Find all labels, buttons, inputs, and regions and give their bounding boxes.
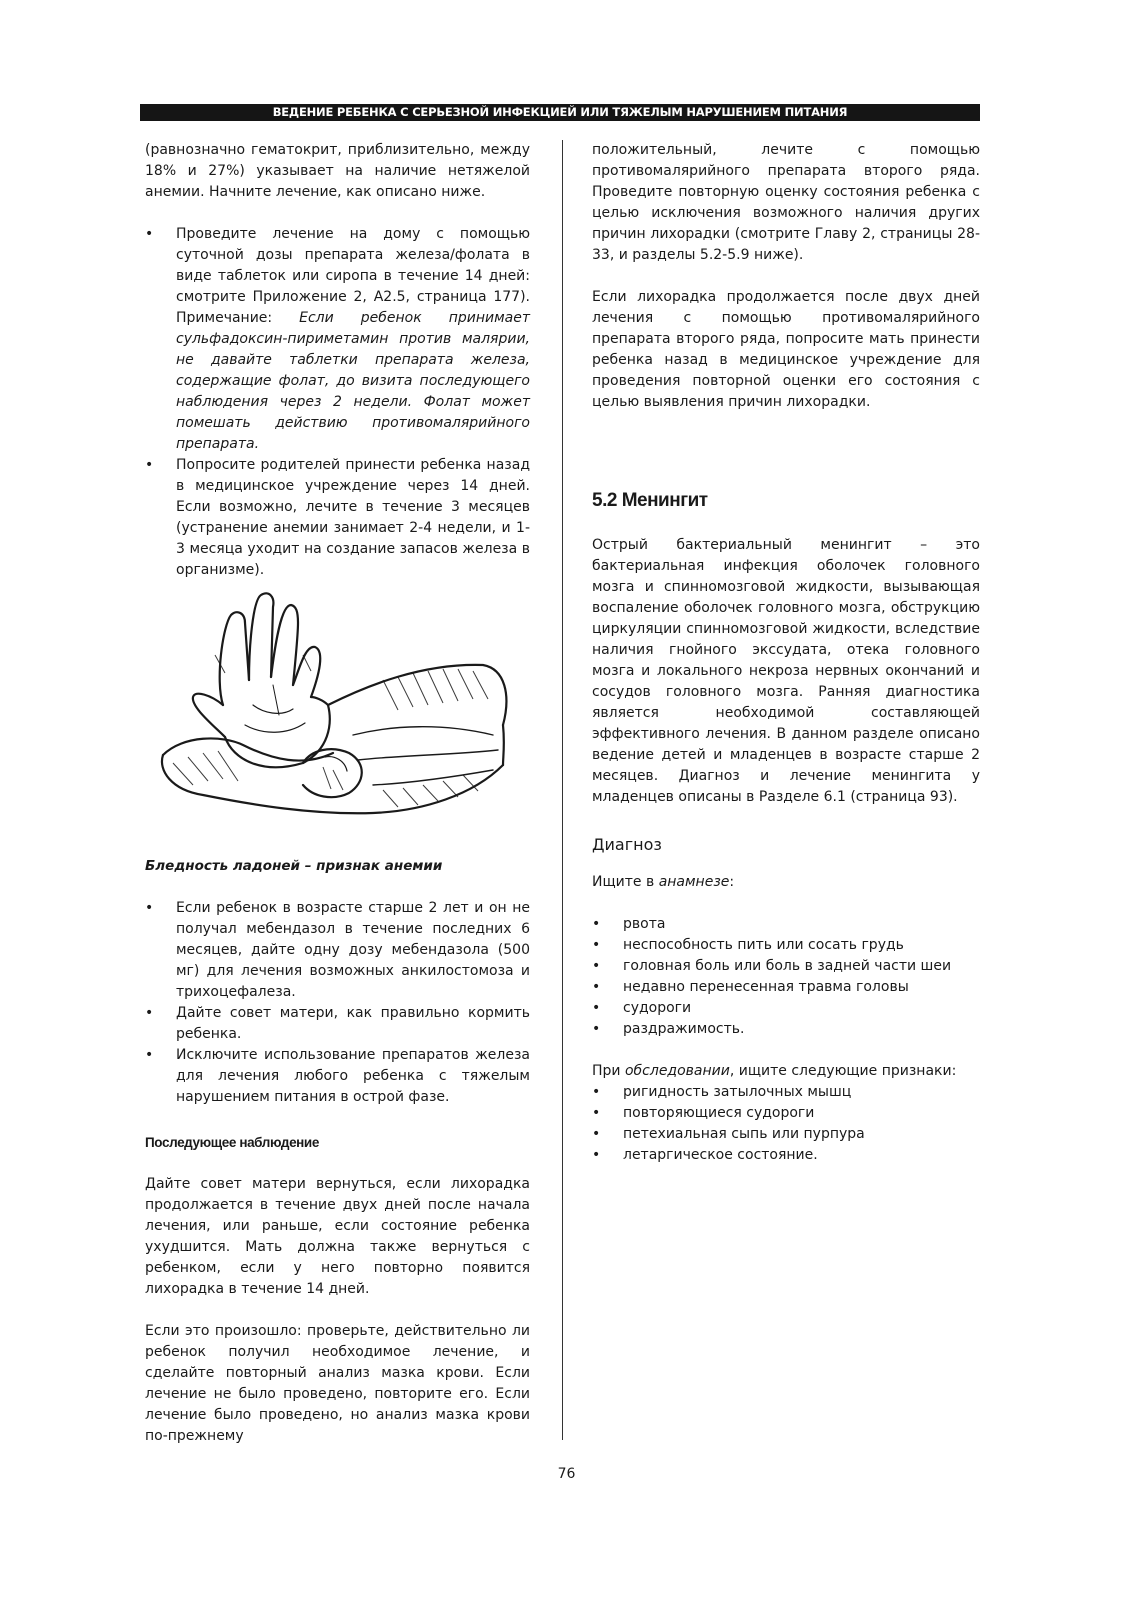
running-header: ВЕДЕНИЕ РЕБЕНКА С СЕРЬЕЗНОЙ ИНФЕКЦИЕЙ ИЛИ ТЯЖЕЛЫМ НАРУШЕНИЕМ ПИТАНИЯ <box>140 104 980 121</box>
right-column <box>592 140 980 1166</box>
list-item: • летаргическое состояние. <box>592 1145 980 1166</box>
list-item: • Если ребенок в возрасте старше 2 лет и он не получал мебендазол в течение последних 6 месяцев, дайте одну дозу мебендазола (500 мг) для лечения возможных анкилостомоза и трихоцефалеза. <box>145 898 530 1003</box>
note-italic: Если ребенок принимает сульфадоксин-пириметамин против малярии, не давайте таблетки препарата железа, содержащие фолат, до визита последующего наблюдения через 2 недели. Фолат может помешать действию противомалярийного препарата. <box>176 310 530 452</box>
page-number: 76 <box>557 1466 576 1482</box>
exam-intro: При обследовании, ищите следующие признаки: <box>592 1063 957 1079</box>
diagnosis-heading: Диагноз <box>592 835 662 854</box>
palm-pallor-illustration <box>153 585 513 835</box>
history-intro: Ищите в анамнезе: <box>592 874 735 890</box>
list-item: • Попросите родителей принести ребенка назад в медицинское учреждение через 14 дней. Если возможно, лечите в течение 3 месяцев (устранение анемии занимает 2-4 недели, и 1-3 месяца уходит на создание запасов железа в организме). <box>145 455 530 581</box>
meningitis-paragraph: Острый бактериальный менингит – это бактериальная инфекция оболочек головного мозга и спинномозговой жидкости, вызывающая воспаление оболочек головного мозга, обструкцию циркуляции спинномозговой жидкости, вследствие наличия гнойного экссудата, отека головного мозга и локального некроза нервных окончаний и сосудов головного мозга. Ранняя диагностика является необходимой составляющей эффективного лечения. В данном разделе описано ведение детей и младенцев в возрасте старше 2 месяцев. Диагноз и лечение менингита у младенцев описаны в Разделе 6.1 (страница 93). <box>592 537 980 805</box>
exam-signs-list <box>592 1082 980 1166</box>
list-item: • недавно перенесенная травма головы <box>592 977 980 998</box>
list-item: • раздражимость. <box>592 1019 980 1040</box>
list-item: • Проведите лечение на дому с помощью суточной дозы препарата железа/фолата в виде таблеток или сиропа в течение 14 дней: смотрите Приложение 2, А2.5, страница 177). Примечание: Если ребенок принимает сульфадоксин-пириметамин против малярии, не давайте таблетки препарата железа, содержащие фолат, до визита последующего наблюдения через 2 недели. Фолат может помешать действию противомалярийного препарата. <box>145 224 530 455</box>
continued-paragraph: Если лихорадка продолжается после двух дней лечения с помощью противомалярийного препарата второго ряда, попросите мать принести ребенка назад в медицинское учреждение для проведения повторной оценки его состояния с целью выявления причин лихорадки. <box>592 289 980 410</box>
list-item: • рвота <box>592 914 980 935</box>
list-item: • судороги <box>592 998 980 1019</box>
additional-treatment-list <box>145 898 530 1108</box>
section-title: 5.2 Менингит <box>592 490 708 511</box>
list-item: • Исключите использование препаратов железа для лечения любого ребенка с тяжелым нарушением питания в острой фазе. <box>145 1045 530 1108</box>
history-signs-list <box>592 914 980 1040</box>
intro-paragraph: (равнозначно гематокрит, приблизительно, между 18% и 27%) указывает на наличие нетяжелой анемии. Начните лечение, как описано ниже. <box>145 142 530 200</box>
followup-heading: Последующее наблюдение <box>145 1134 319 1151</box>
figure-caption: Бледность ладоней – признак анемии <box>145 858 443 874</box>
left-column <box>145 140 530 1447</box>
column-divider <box>562 140 563 1440</box>
continued-paragraph: положительный, лечите с помощью противомалярийного препарата второго ряда. Проведите повторную оценку состояния ребенка с целью исключения возможного наличия других причин лихорадки (смотрите Главу 2, страницы 28-33, и разделы 5.2-5.9 ниже). <box>592 142 980 263</box>
list-item: • Дайте совет матери, как правильно кормить ребенка. <box>145 1003 530 1045</box>
treatment-list <box>145 224 530 581</box>
list-item: • головная боль или боль в задней части шеи <box>592 956 980 977</box>
list-item: • повторяющиеся судороги <box>592 1103 980 1124</box>
list-item: • неспособность пить или сосать грудь <box>592 935 980 956</box>
followup-paragraph: Дайте совет матери вернуться, если лихорадка продолжается в течение двух дней после начала лечения, или раньше, если состояние ребенка ухудшится. Мать должна также вернуться с ребенком, если у него повторно появится лихорадка в течение 14 дней. <box>145 1176 530 1297</box>
list-item: • петехиальная сыпь или пурпура <box>592 1124 980 1145</box>
list-item: • ригидность затылочных мышц <box>592 1082 980 1103</box>
followup-paragraph: Если это произошло: проверьте, действительно ли ребенок получил необходимое лечение, и сделайте повторный анализ мазка крови. Если лечение не было проведено, повторите его. Если лечение было проведено, но анализ мазка крови по-прежнему <box>145 1323 530 1444</box>
